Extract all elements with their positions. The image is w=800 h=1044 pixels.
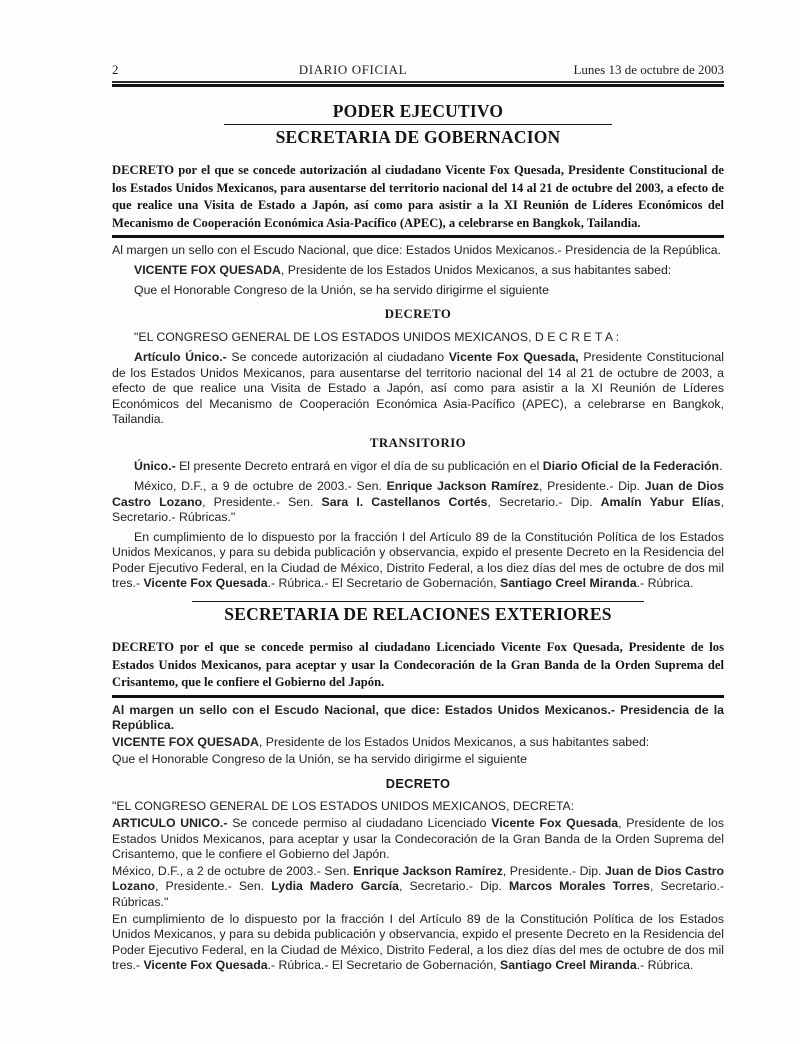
signatures-paragraph: México, D.F., a 9 de octubre de 2003.- Sen. Enrique Jackson Ramírez, Presidente.- Dip. Juan de Dios Castro Lozano, Presidente.- Sen. Sara I. Castellanos Cortés, Secretario.- Dip. Amalín Yabur Elías, Secretario.- Rúbricas." [112, 479, 724, 525]
section-gobernacion [112, 101, 724, 592]
decreta-line: "EL CONGRESO GENERAL DE LOS ESTADOS UNIDOS MEXICANOS, D E C R E T A : [134, 330, 620, 345]
power-title: PODER EJECUTIVO [332, 100, 504, 121]
page-header [112, 62, 724, 78]
ministry-title: SECRETARIA DE RELACIONES EXTERIORES [224, 604, 612, 625]
salutation-paragraph: VICENTE FOX QUESADA, Presidente de los Estados Unidos Mexicanos, a sus habitantes sabed: [112, 735, 650, 750]
decreta-line: "EL CONGRESO GENERAL DE LOS ESTADOS UNIDOS MEXICANOS, DECRETA: [112, 799, 575, 814]
decree-headnote: DECRETO por el que se concede autorización al ciudadano Vicente Fox Quesada, Presidente Constitucional de los Estados Unidos Mexicanos, para ausentarse del territorio nacional del 14 al 21 de octubre del 2003, a efecto de que realice una Visita de Estado a Japón, así como para asistir a la XI Reunión de Líderes Económicos del Mecanismo de Cooperación Económica Asia-Pacífico (APEC), a celebrarse en Bangkok, Tailandia. [112, 163, 724, 230]
decreto-heading: DECRETO [385, 776, 451, 792]
headnote-rule [112, 235, 724, 238]
section-heading-block [112, 101, 724, 149]
articulo-unico-paragraph: Artículo Único.- Se concede autorización al ciudadano Vicente Fox Quesada, Presidente Constitucional de los Estados Unidos Mexicanos, para ausentarse del territorio nacional del 14 al 21 de octubre de 2003, a efecto de que realice una Visita de Estado a Japón, así como para asistir a la XI Reunión de Líderes Económicos del Mecanismo de Cooperación Económica Asia-Pacífico (APEC), a celebrarse en Bangkok, Tailandia. [112, 350, 724, 426]
page-number: 2 [112, 62, 119, 77]
header-rule-thin [112, 81, 724, 83]
compliance-paragraph: En cumplimiento de lo dispuesto por la fracción I del Artículo 89 de la Constitución Política de los Estados Unidos Mexicanos, y para su debida publicación y observancia, expido el presente Decreto en la Residencia del Poder Ejecutivo Federal, en la Ciudad de México, Distrito Federal, a los diez días del mes de octubre de dos mil tres.- Vicente Fox Quesada.- Rúbrica.- El Secretario de Gobernación, Santiago Creel Miranda.- Rúbrica. [112, 529, 724, 591]
title-divider-rule [224, 124, 612, 126]
congress-line: Que el Honorable Congreso de la Unión, se ha servido dirigirme el siguiente [134, 283, 549, 297]
decreto-heading: DECRETO [384, 307, 452, 322]
headnote-rule [112, 695, 724, 698]
decree-headnote: DECRETO por el que se concede permiso al ciudadano Licenciado Vicente Fox Quesada, Presidente de los Estados Unidos Mexicanos, para aceptar y usar la Condecoración de la Gran Banda de la Orden Suprema del Crisantemo, que le confiere el Gobierno del Japón. [112, 640, 724, 690]
transitorio-heading: TRANSITORIO [369, 436, 467, 451]
compliance-paragraph: En cumplimiento de lo dispuesto por la fracción I del Artículo 89 de la Constitución Política de los Estados Unidos Mexicanos, y para su debida publicación y observancia, expido el presente Decreto en la Residencia del Poder Ejecutivo Federal, en la Ciudad de México, Distrito Federal, a los diez días del mes de octubre de dos mil tres.- Vicente Fox Quesada.- Rúbrica.- El Secretario de Gobernación, Santiago Creel Miranda.- Rúbrica. [112, 911, 724, 972]
section-relaciones-exteriores [112, 601, 724, 974]
salutation-paragraph: VICENTE FOX QUESADA, Presidente de los Estados Unidos Mexicanos, a sus habitantes sabed: [134, 263, 672, 278]
articulo-unico-paragraph: ARTICULO UNICO.- Se concede permiso al ciudadano Licenciado Vicente Fox Quesada, Presidente de los Estados Unidos Mexicanos, para aceptar y usar la Condecoración de la Gran Banda de la Orden Suprema del Crisantemo, que le confiere el Gobierno del Japón. [112, 816, 725, 862]
issue-date: Lunes 13 de octubre de 2003 [573, 62, 724, 77]
seal-paragraph: Al margen un sello con el Escudo Nacional, que dice: Estados Unidos Mexicanos.- Presidencia de la República. [112, 243, 722, 258]
seal-paragraph: Al margen un sello con el Escudo Nacional, que dice: Estados Unidos Mexicanos.- Presidencia de la República. [112, 702, 724, 733]
section-heading-block [112, 601, 724, 626]
ministry-title: SECRETARIA DE GOBERNACION [275, 127, 561, 148]
title-overline-rule [192, 601, 644, 603]
unico-paragraph: Único.- El presente Decreto entrará en vigor el día de su publicación en el Diario Oficial de la Federación. [134, 459, 723, 474]
publication-title: DIARIO OFICIAL [298, 62, 408, 77]
signatures-paragraph: México, D.F., a 2 de octubre de 2003.- Sen. Enrique Jackson Ramírez, Presidente.- Dip. Juan de Dios Castro Lozano, Presidente.- Sen. Lydia Madero García, Secretario.- Dip. Marcos Morales Torres, Secretario.- Rúbricas." [112, 864, 725, 909]
header-rule-thick [112, 84, 724, 87]
header-rule [112, 81, 724, 87]
congress-line: Que el Honorable Congreso de la Unión, se ha servido dirigirme el siguiente [112, 752, 527, 766]
